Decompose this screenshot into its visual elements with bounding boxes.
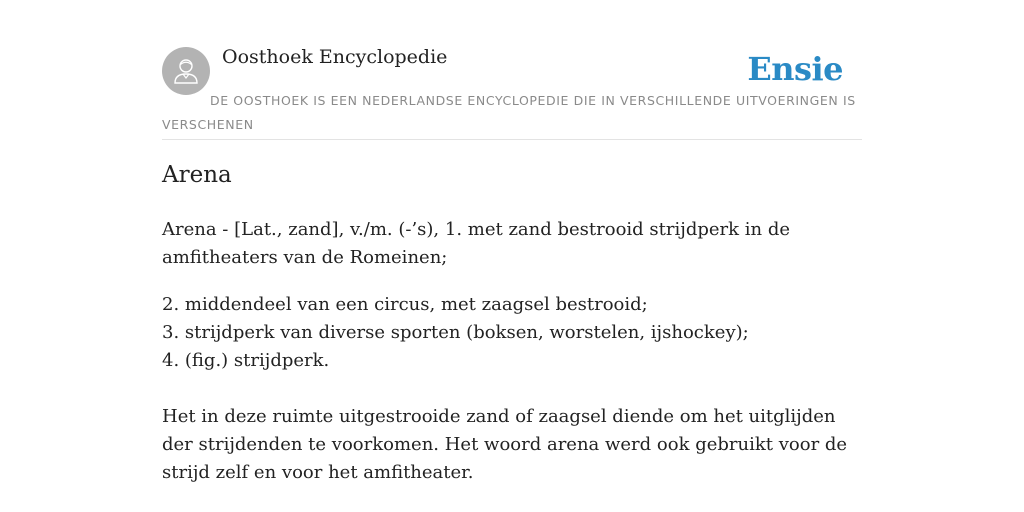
person-outline-icon xyxy=(171,56,201,86)
user-avatar-icon[interactable] xyxy=(162,47,210,95)
article-paragraph: Arena - [Lat., zand], v./m. (-’s), 1. met zand bestrooid strijdperk in de amfitheaters van de Romeinen; xyxy=(162,219,791,268)
definition-item: 2. middendeel van een circus, met zaagsel bestrooid; xyxy=(162,294,648,315)
definition-item: 4. (fig.) strijdperk. xyxy=(162,350,330,371)
article-paragraph: Het in deze ruimte uitgestrooide zand of zaagsel diende om het uitglijden der strijdenden te voorkomen. Het woord arena werd ook gebruikt voor de strijd zelf en voor het amfitheater. xyxy=(162,406,848,483)
ensie-logo[interactable]: Ensie xyxy=(747,50,843,88)
article-definition-list xyxy=(162,291,862,375)
article-page xyxy=(162,0,862,512)
source-header xyxy=(162,0,862,140)
article-title: Arena xyxy=(162,162,232,188)
source-name-link[interactable]: Oosthoek Encyclopedie xyxy=(222,46,448,68)
definition-item: 3. strijdperk van diverse sporten (boksen, worstelen, ijshockey); xyxy=(162,322,749,343)
source-description: DE OOSTHOEK IS EEN NEDERLANDSE ENCYCLOPEDIE DIE IN VERSCHILLENDE UITVOERINGEN IS VERSCHENEN xyxy=(162,93,856,132)
